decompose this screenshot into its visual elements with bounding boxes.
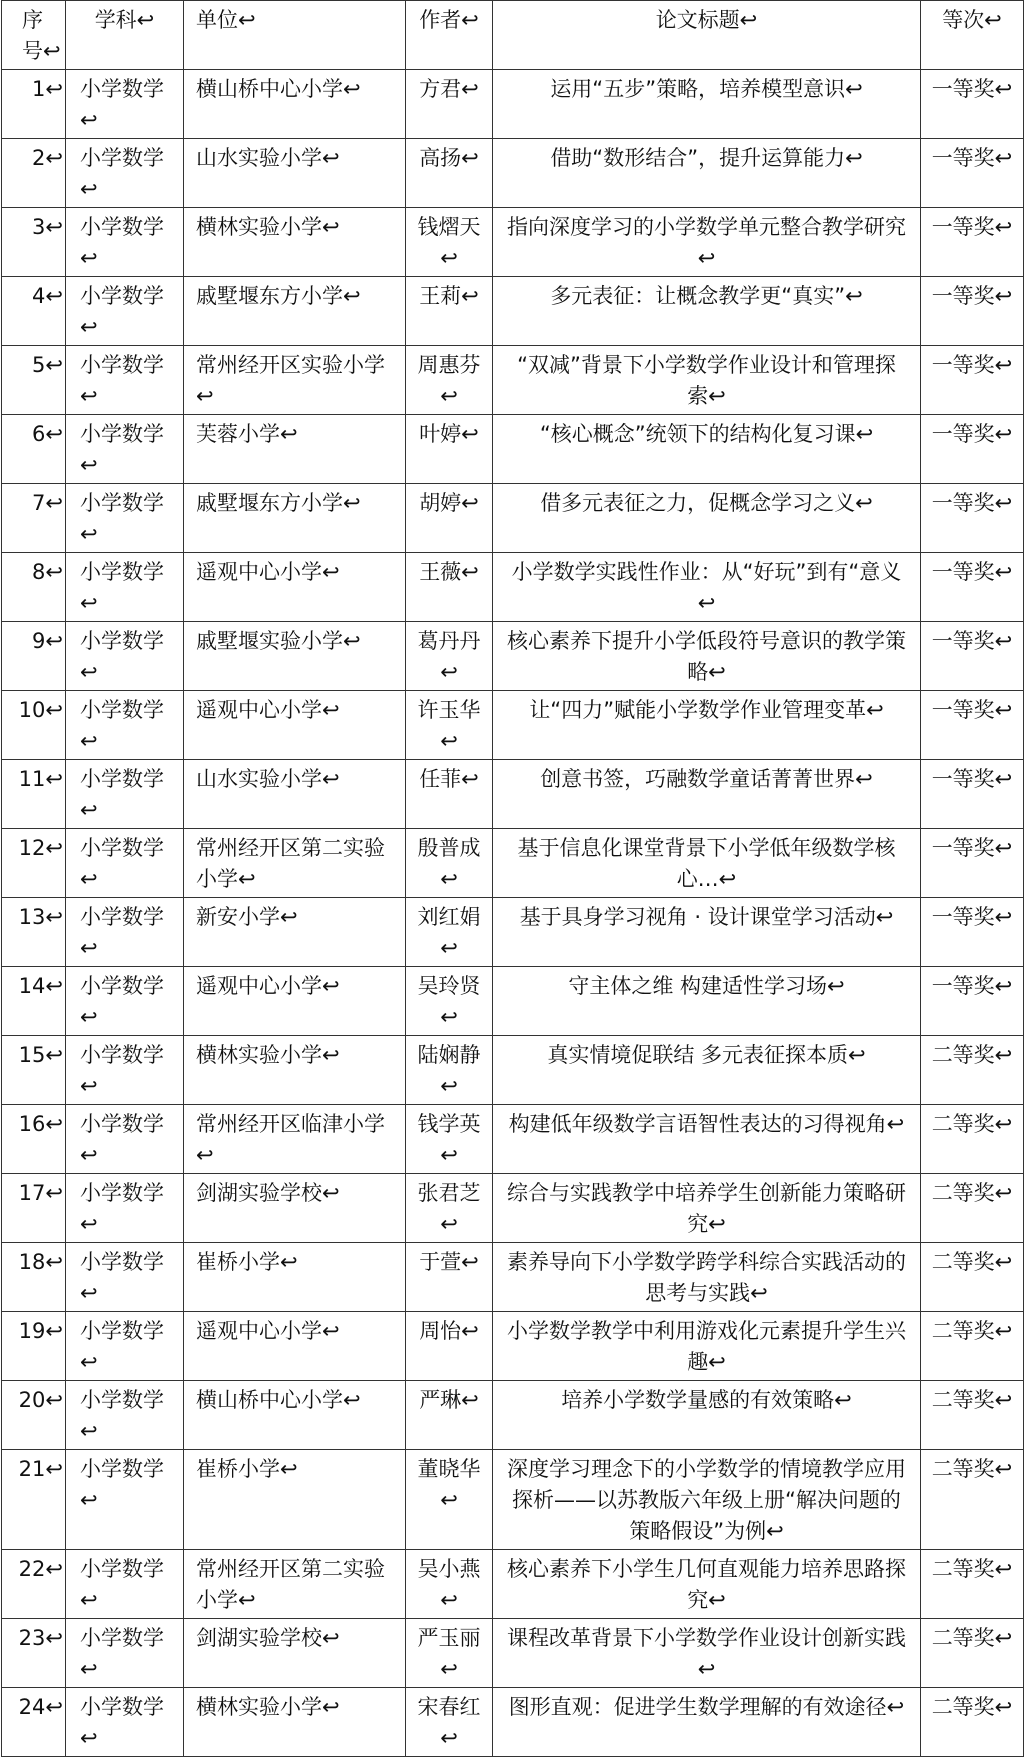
cell-title: 培养小学数学量感的有效策略↩ [493,1381,921,1450]
cell-title: 真实情境促联结 多元表征探本质↩ [493,1036,921,1105]
cell-unit: 横林实验小学↩ [184,208,406,277]
header-unit: 单位↩ [184,1,406,70]
header-author: 作者↩ [406,1,493,70]
cell-author: 许玉华↩ [406,691,493,760]
cell-author: 严玉丽↩ [406,1619,493,1688]
cell-title: 核心素养下小学生几何直观能力培养思路探究↩ [493,1550,921,1619]
cell-title: 核心素养下提升小学低段符号意识的教学策略↩ [493,622,921,691]
cell-title: 借助“数形结合”，提升运算能力↩ [493,139,921,208]
cell-unit: 横林实验小学↩ [184,1036,406,1105]
cell-award: 二等奖↩ [921,1688,1024,1757]
cell-award: 二等奖↩ [921,1312,1024,1381]
header-no: 序号↩ [2,1,66,70]
cell-unit: 横山桥中心小学↩ [184,70,406,139]
cell-unit: 戚墅堰东方小学↩ [184,484,406,553]
cell-award: 二等奖↩ [921,1550,1024,1619]
table-row [2,346,1024,415]
cell-unit: 遥观中心小学↩ [184,1312,406,1381]
cell-title: 借多元表征之力，促概念学习之义↩ [493,484,921,553]
cell-no: 14↩ [2,967,66,1036]
cell-title: “双减”背景下小学数学作业设计和管理探索↩ [493,346,921,415]
award-list-table [1,0,1024,1757]
cell-award: 二等奖↩ [921,1105,1024,1174]
table-row [2,1450,1024,1550]
cell-subject: 小学数学↩ [66,346,184,415]
table-row [2,1688,1024,1757]
cell-subject: 小学数学↩ [66,1381,184,1450]
cell-no: 8↩ [2,553,66,622]
cell-title: 多元表征：让概念教学更“真实”↩ [493,277,921,346]
table-row [2,691,1024,760]
cell-title: 图形直观：促进学生数学理解的有效途径↩ [493,1688,921,1757]
cell-unit: 芙蓉小学↩ [184,415,406,484]
cell-award: 一等奖↩ [921,553,1024,622]
cell-no: 6↩ [2,415,66,484]
cell-unit: 遥观中心小学↩ [184,967,406,1036]
cell-author: 高扬↩ [406,139,493,208]
cell-no: 24↩ [2,1688,66,1757]
cell-author: 吴小燕↩ [406,1550,493,1619]
cell-unit: 新安小学↩ [184,898,406,967]
cell-subject: 小学数学↩ [66,1450,184,1550]
cell-title: 小学数学教学中利用游戏化元素提升学生兴趣↩ [493,1312,921,1381]
cell-author: 殷普成↩ [406,829,493,898]
cell-unit: 常州经开区第二实验小学↩ [184,829,406,898]
cell-author: 方君↩ [406,70,493,139]
cell-unit: 山水实验小学↩ [184,760,406,829]
cell-award: 二等奖↩ [921,1036,1024,1105]
cell-no: 2↩ [2,139,66,208]
cell-author: 吴玲贤↩ [406,967,493,1036]
cell-author: 于萱↩ [406,1243,493,1312]
table-row [2,1550,1024,1619]
cell-no: 3↩ [2,208,66,277]
cell-no: 19↩ [2,1312,66,1381]
cell-author: 周惠芬↩ [406,346,493,415]
cell-author: 宋春红↩ [406,1688,493,1757]
cell-award: 一等奖↩ [921,829,1024,898]
table-row [2,760,1024,829]
table-row [2,829,1024,898]
cell-subject: 小学数学↩ [66,1312,184,1381]
cell-subject: 小学数学↩ [66,760,184,829]
table-row [2,967,1024,1036]
cell-unit: 戚墅堰东方小学↩ [184,277,406,346]
cell-title: 指向深度学习的小学数学单元整合教学研究↩ [493,208,921,277]
table-row [2,553,1024,622]
cell-subject: 小学数学↩ [66,1619,184,1688]
cell-unit: 遥观中心小学↩ [184,691,406,760]
cell-title: 深度学习理念下的小学数学的情境教学应用探析——以苏教版六年级上册“解决问题的策略假设”为例↩ [493,1450,921,1550]
cell-no: 16↩ [2,1105,66,1174]
table-row [2,1036,1024,1105]
cell-subject: 小学数学↩ [66,829,184,898]
table-row [2,208,1024,277]
cell-award: 二等奖↩ [921,1243,1024,1312]
cell-unit: 剑湖实验学校↩ [184,1174,406,1243]
cell-author: 陆娴静↩ [406,1036,493,1105]
cell-unit: 横山桥中心小学↩ [184,1381,406,1450]
cell-author: 王薇↩ [406,553,493,622]
cell-unit: 剑湖实验学校↩ [184,1619,406,1688]
cell-subject: 小学数学↩ [66,1036,184,1105]
cell-award: 一等奖↩ [921,415,1024,484]
cell-unit: 横林实验小学↩ [184,1688,406,1757]
cell-unit: 常州经开区实验小学↩ [184,346,406,415]
cell-subject: 小学数学↩ [66,70,184,139]
cell-author: 严琳↩ [406,1381,493,1450]
cell-unit: 遥观中心小学↩ [184,553,406,622]
cell-subject: 小学数学↩ [66,139,184,208]
table-row [2,139,1024,208]
cell-award: 一等奖↩ [921,691,1024,760]
table-row [2,484,1024,553]
cell-title: 素养导向下小学数学跨学科综合实践活动的思考与实践↩ [493,1243,921,1312]
cell-subject: 小学数学↩ [66,622,184,691]
cell-award: 一等奖↩ [921,760,1024,829]
cell-subject: 小学数学↩ [66,415,184,484]
cell-subject: 小学数学↩ [66,898,184,967]
cell-no: 10↩ [2,691,66,760]
cell-unit: 常州经开区临津小学↩ [184,1105,406,1174]
cell-award: 一等奖↩ [921,139,1024,208]
cell-title: 运用“五步”策略，培养模型意识↩ [493,70,921,139]
cell-author: 任菲↩ [406,760,493,829]
cell-subject: 小学数学↩ [66,691,184,760]
header-title: 论文标题↩ [493,1,921,70]
cell-title: 综合与实践教学中培养学生创新能力策略研究↩ [493,1174,921,1243]
table-row [2,277,1024,346]
cell-no: 1↩ [2,70,66,139]
cell-title: 创意书签，巧融数学童话菁菁世界↩ [493,760,921,829]
cell-subject: 小学数学↩ [66,1550,184,1619]
cell-title: “核心概念”统领下的结构化复习课↩ [493,415,921,484]
cell-author: 刘红娟↩ [406,898,493,967]
header-row [2,1,1024,70]
cell-subject: 小学数学↩ [66,1105,184,1174]
table-row [2,70,1024,139]
table-row [2,898,1024,967]
cell-title: 构建低年级数学言语智性表达的习得视角↩ [493,1105,921,1174]
cell-no: 5↩ [2,346,66,415]
cell-no: 11↩ [2,760,66,829]
cell-no: 17↩ [2,1174,66,1243]
cell-subject: 小学数学↩ [66,553,184,622]
cell-subject: 小学数学↩ [66,1243,184,1312]
cell-subject: 小学数学↩ [66,484,184,553]
cell-title: 守主体之维 构建适性学习场↩ [493,967,921,1036]
cell-no: 20↩ [2,1381,66,1450]
cell-no: 13↩ [2,898,66,967]
cell-unit: 山水实验小学↩ [184,139,406,208]
cell-no: 15↩ [2,1036,66,1105]
cell-award: 一等奖↩ [921,346,1024,415]
cell-award: 一等奖↩ [921,898,1024,967]
cell-award: 二等奖↩ [921,1450,1024,1550]
header-award: 等次↩ [921,1,1024,70]
cell-subject: 小学数学↩ [66,208,184,277]
cell-title: 课程改革背景下小学数学作业设计创新实践↩ [493,1619,921,1688]
cell-author: 董晓华↩ [406,1450,493,1550]
cell-title: 基于具身学习视角 · 设计课堂学习活动↩ [493,898,921,967]
cell-award: 一等奖↩ [921,967,1024,1036]
cell-author: 葛丹丹↩ [406,622,493,691]
table-row [2,1381,1024,1450]
cell-award: 一等奖↩ [921,622,1024,691]
table-row [2,1243,1024,1312]
cell-unit: 戚墅堰实验小学↩ [184,622,406,691]
cell-unit: 常州经开区第二实验小学↩ [184,1550,406,1619]
cell-subject: 小学数学↩ [66,1688,184,1757]
table-row [2,1174,1024,1243]
cell-subject: 小学数学↩ [66,277,184,346]
cell-no: 9↩ [2,622,66,691]
table-row [2,1619,1024,1688]
cell-title: 小学数学实践性作业：从“好玩”到有“意义↩ [493,553,921,622]
cell-author: 王莉↩ [406,277,493,346]
cell-author: 钱熠天↩ [406,208,493,277]
cell-award: 二等奖↩ [921,1619,1024,1688]
cell-award: 一等奖↩ [921,484,1024,553]
cell-unit: 崔桥小学↩ [184,1243,406,1312]
cell-title: 让“四力”赋能小学数学作业管理变革↩ [493,691,921,760]
cell-award: 二等奖↩ [921,1381,1024,1450]
cell-author: 叶婷↩ [406,415,493,484]
cell-no: 7↩ [2,484,66,553]
table-row [2,1105,1024,1174]
cell-no: 22↩ [2,1550,66,1619]
cell-unit: 崔桥小学↩ [184,1450,406,1550]
header-subject: 学科↩ [66,1,184,70]
table-row [2,415,1024,484]
cell-no: 21↩ [2,1450,66,1550]
cell-no: 4↩ [2,277,66,346]
cell-title: 基于信息化课堂背景下小学低年级数学核心…↩ [493,829,921,898]
cell-award: 一等奖↩ [921,208,1024,277]
cell-subject: 小学数学↩ [66,967,184,1036]
cell-award: 一等奖↩ [921,70,1024,139]
cell-no: 23↩ [2,1619,66,1688]
cell-award: 二等奖↩ [921,1174,1024,1243]
cell-author: 周怡↩ [406,1312,493,1381]
cell-author: 钱学英↩ [406,1105,493,1174]
cell-author: 胡婷↩ [406,484,493,553]
table-row [2,622,1024,691]
table-row [2,1312,1024,1381]
cell-no: 12↩ [2,829,66,898]
cell-subject: 小学数学↩ [66,1174,184,1243]
cell-award: 一等奖↩ [921,277,1024,346]
cell-no: 18↩ [2,1243,66,1312]
cell-author: 张君芝↩ [406,1174,493,1243]
